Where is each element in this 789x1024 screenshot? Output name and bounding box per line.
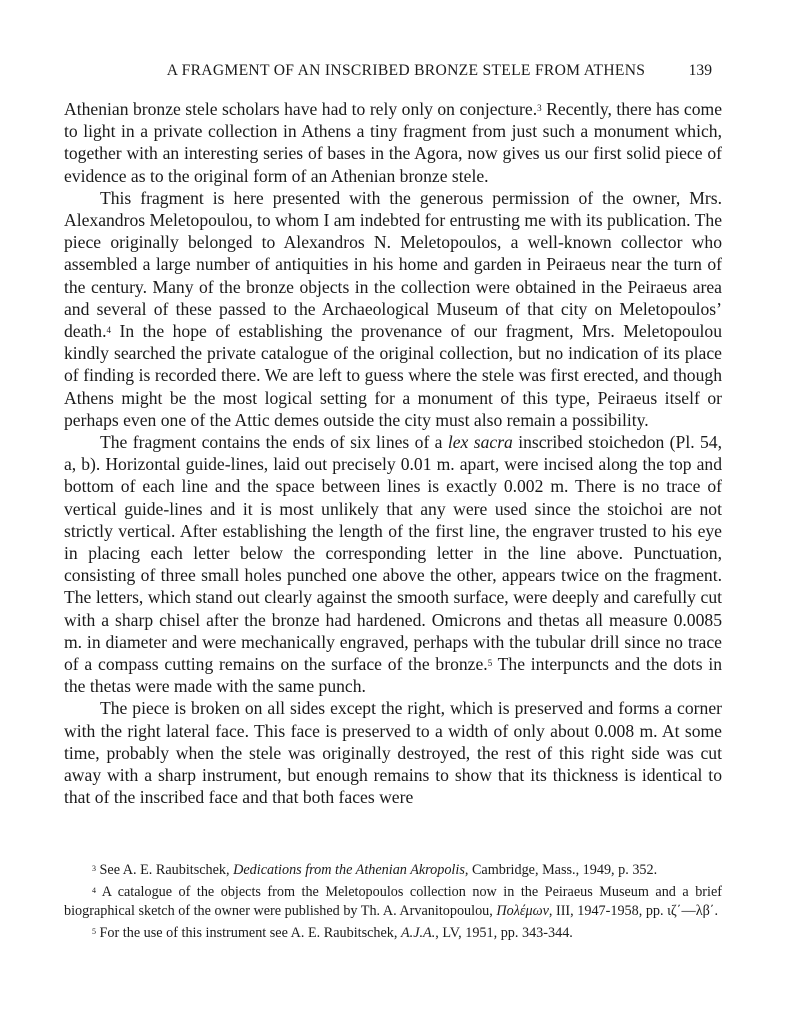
- footnote-title: A.J.A.: [401, 925, 436, 942]
- footnote-title: Πολέμων: [496, 902, 549, 919]
- text-span: The interpuncts and the dots in the thetas were made with the same punch.: [64, 654, 722, 697]
- footnote-4: [64, 883, 722, 920]
- text-span: This fragment is here presented with the generous permission of the owner, Mrs. Alexandros Meletopoulou, to whom I am indebted for entrusting me with its publication. The piece originally belonged to Alexandros N. Meletopoulos, a well-known collector who assembled a large number of antiquities in his home and garden in Peiraeus near the turn of the century. Many of the bronze objects in the collection were obtained in the Peiraeus area and several of these passed to the Archaeological Museum of that city on Meletopoulos’ death.: [64, 187, 722, 342]
- paragraph-1: [64, 98, 722, 187]
- footnote-number: 4: [92, 886, 96, 896]
- footnote-text: , LV, 1951, pp. 343-344.: [435, 925, 573, 942]
- footnote-ref-4: 4: [106, 325, 111, 336]
- text-span: inscribed stoichedon (Pl. 54, a, b). Horizontal guide-lines, laid out precisely 0.01 m. apart, were incised along the top and bottom of each line and the space between lines is exactly 0.002 m. There is no trace of vertical guide-lines and it is most unlikely that any were used since the stoichoi are not strictly vertical. After establishing the length of the first line, the engraver trusted to his eye in placing each letter below the corresponding letter in the line above. Punctuation, consisting of three small holes punched one above the other, appears twice on the fragment. The letters, which stand out clearly against the smooth surface, were deeply and carefully cut with a sharp chisel after the bronze had hardened. Omicrons and thetas all measure 0.0085 m. in diameter and were mechanically engraved, perhaps with the tubular drill since no trace of a compass cutting remains on the surface of the bronze.: [64, 432, 722, 675]
- running-head: A FRAGMENT OF AN INSCRIBED BRONZE STELE FROM ATHENS: [166, 62, 646, 79]
- paragraph-4: [64, 697, 722, 808]
- footnote-5: [64, 924, 722, 942]
- footnote-text: See A. E. Raubitschek,: [96, 862, 234, 878]
- footnote-text: For the use of this instrument see A. E. Raubitschek,: [96, 925, 401, 942]
- footnote-3: [64, 861, 722, 879]
- paragraph-2: [64, 187, 722, 431]
- italic-term: lex sacra: [447, 432, 513, 453]
- footnotes: [64, 861, 722, 943]
- text-span: Recently, there has come to light in a private collection in Athens a tiny fragment from just such a monument which, together with an interesting series of bases in the Agora, now gives us our first solid piece of evidence as to the original form of an Athenian bronze stele.: [64, 99, 722, 186]
- text-span: The piece is broken on all sides except the right, which is preserved and forms a corner with the right lateral face. This face is preserved to a width of only about 0.008 m. At some time, probably when the stele was originally destroyed, the rest of this right side was cut away with a sharp instrument, but enough remains to show that its thickness is identical to that of the inscribed face and that both faces were: [64, 698, 722, 808]
- footnote-text: A catalogue of the objects from the Meletopoulos collection now in the Peiraeus Museum and a brief biographical sketch of the owner were published by Th. A. Arvanitopoulou,: [64, 884, 722, 919]
- footnote-title: Dedications from the Athenian Akropolis: [233, 862, 465, 878]
- footnote-ref-5: 5: [487, 658, 493, 669]
- footnote-number: 5: [92, 927, 96, 937]
- footnote-text: , III, 1947-1958, pp. ιζ΄—λβ΄.: [548, 902, 719, 919]
- body-text: [64, 98, 722, 809]
- footnote-number: 3: [92, 864, 96, 873]
- footnote-ref-3: 3: [537, 103, 542, 113]
- paragraph-3: [64, 431, 722, 697]
- text-span: Athenian bronze stele scholars have had to rely only on conjecture.: [64, 99, 538, 119]
- text-span: The fragment contains the ends of six lines of a: [100, 432, 448, 453]
- page-number: 139: [688, 62, 712, 79]
- text-span: In the hope of establishing the provenance of our fragment, Mrs. Meletopoulou kindly searched the private catalogue of the original collection, but no indication of its place of finding is recorded there. We are left to guess where the stele was first erected, and though Athens might be the most logical setting for a monument of this type, Peiraeus itself or perhaps even one of the Attic demes outside the city must also remain a possibility.: [64, 321, 722, 430]
- footnote-text: , Cambridge, Mass., 1949, p. 352.: [464, 862, 658, 878]
